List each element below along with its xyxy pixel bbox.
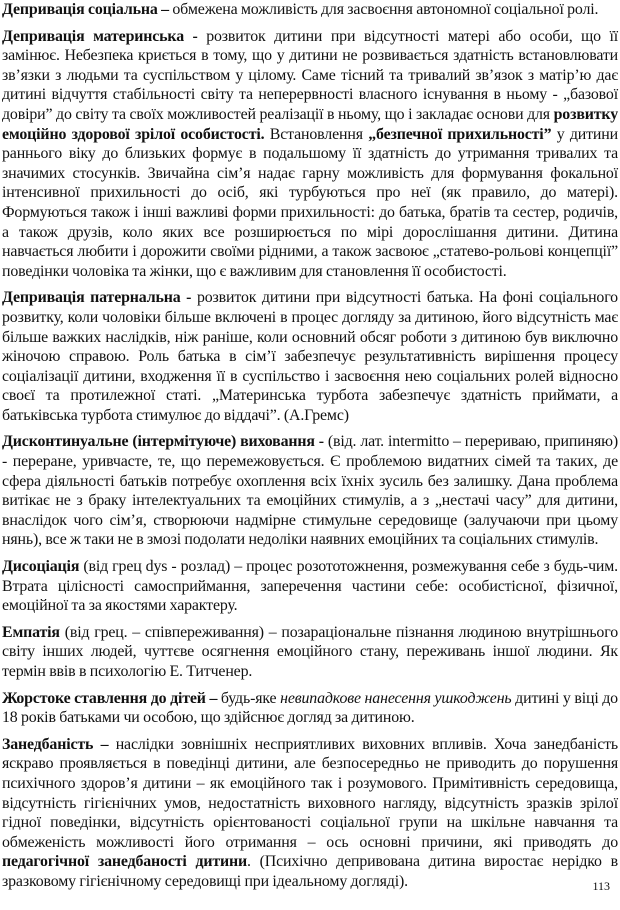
- definition-text: розвиток дитини при відсутності матері або особи, що її замінює. Небезпека криється в тому, що у дитини не розвивається здатність встановлювати зв’язки з людьми та суспільством у цілому. Саме тісний та тривалий зв’язок з матір’ю дає дитині відчуття стабільності світу та неперервності власного існування в ньому - „базової довіри” до світу та своїх можливостей реалізації в ньому, що і закладає основи для: [2, 27, 619, 123]
- definition-text: у дитини раннього віку до близьких формує в подальшому її здатність до утримання тривалих та значимих стосунків. Звичайна сім’я надає гарну можливість для формування фокальної інтенсивної прихильності до осіб, які турбуються про неї (як правило, до матері). Формуються також і інші важливі форми прихильності: до батька, братів та сестер, родичів, а також друзів, коло яких все розширюється по мірі дорослішання дитини. Дитина навчається любити і дорожити своїми рідними, а також засвоює „статево-рольові концепції” поведінки чоловіка та жінки, що є важливим для становлення її особистості.: [2, 125, 618, 280]
- emphasis-text: педагогічної занедбаності дитини: [2, 853, 248, 871]
- entry-discontinual-upbringing: [2, 432, 618, 550]
- term-dissociation: Дисоціація: [2, 558, 80, 576]
- term-empathy: Емпатія: [2, 623, 60, 641]
- entry-dissociation: [2, 557, 618, 616]
- emphasis-text: розвитку емоційно здорової зрілої особистості.: [2, 105, 618, 143]
- definition-text: обмежена можливість для засвоєння автономної соціальної ролі.: [172, 1, 599, 18]
- term-child-abuse: Жорстоке ставлення до дітей –: [2, 689, 218, 707]
- definition-text: (від грец. – співпереживання) – позараціональне пізнання людиною внутрішнього світу інших людей, чуттєве осягнення емоційного стану, переживань іншої людини. Як термін ввів в психологію Е. Титченер.: [2, 623, 618, 680]
- entry-deprivation-paternal: [2, 288, 618, 425]
- entry-neglect: [2, 735, 618, 892]
- document-page: [2, 0, 618, 899]
- term-discontinual-upbringing: Дисконтинуальне (інтермітуюче) виховання -: [2, 433, 328, 451]
- term-neglect: Занедбаність –: [2, 735, 109, 753]
- entry-deprivation-social: [2, 0, 618, 20]
- term-deprivation-maternal: Депривація материнська -: [2, 27, 207, 45]
- entry-child-abuse: [2, 689, 618, 728]
- entry-deprivation-maternal: [2, 27, 618, 282]
- definition-text: . (Психічно депривована дитина виростає нерідко в зразковому гігієнічному середовищі при ідеальному догляді).: [2, 853, 618, 890]
- entry-empathy: [2, 623, 618, 682]
- definition-text: (від. лат. intermitto – перериваю, припиняю) - переране, уривчасте, те, що перемежовується. Є проблемою видатних сімей та таких, де сфера діяльності батьків потребує охоплення всіх їхніх зусиль без залишку. Дана проблема витікає не з браку інтелектуальних та емоційних стимулів, а з „нестачі часу” для дитини, внаслідок чого сім’я, створюючи надмірне стимульне середовище (залучаючи при цьому нянь), все ж таки не в змозі подолати недоліки наявних емоційних та соціальних стимулів.: [2, 433, 619, 549]
- page-number: 113: [592, 879, 610, 893]
- definition-text: (від грец dys - розлад) – процес розототожнення, розмежування себе з будь-чим. Втрата цілісності самосприймання, заперечення частини себе: особистісної, фізичної, емоційної та за якостями характеру.: [2, 558, 618, 615]
- definition-text: дитині у віці до 18 років батьками чи особою, що здійснює догляд за дитиною.: [2, 689, 618, 727]
- definition-text: Встановлення: [264, 125, 369, 143]
- term-deprivation-social: Депривація соціальна –: [2, 1, 173, 18]
- definition-text: розвиток дитини при відсутності батька. На фоні соціального розвитку, коли чоловіки більше включені в процес догляду за дитиною, його відсутність має більше важких наслідків, ніж раніше, коли основний обсяг роботи з дитиною був виключно жіночою справою. Роль батька в сім’ї забезпечує результативність вирішення процесу соціалізації дитини, входження її в суспільство і засвоєння нею соціальних ролей відносно своєї та протилежної статі. „Материнська турбота забезпечує здатність приймати, а батьківська турбота стимулює до віддачі”. (А.Гремс): [2, 289, 618, 424]
- term-deprivation-paternal: Депривація патернальна -: [2, 289, 197, 307]
- emphasis-text: „безпечної прихильності”: [368, 125, 552, 143]
- definition-text: наслідки зовнішніх несприятливих виховних впливів. Хоча занедбаність яскраво проявляється в поведінці дитини, але безпосередньо не приводить до порушення психічного здоров’я дитини – як емоційного так і розумового. Примітивність середовища, відсутність гігієнічних умов, недостатність виховного нагляду, відсутність зразків зрілої гідної поведінки, відсутність орієнтованості соціальної групи на шкільне навчання та обмеженість можливості його отримання – ось основні причини, які приводять до: [2, 735, 618, 851]
- italic-emphasis-text: невипадкове нанесення ушкоджень: [280, 689, 512, 707]
- definition-text: будь-яке: [217, 689, 281, 707]
